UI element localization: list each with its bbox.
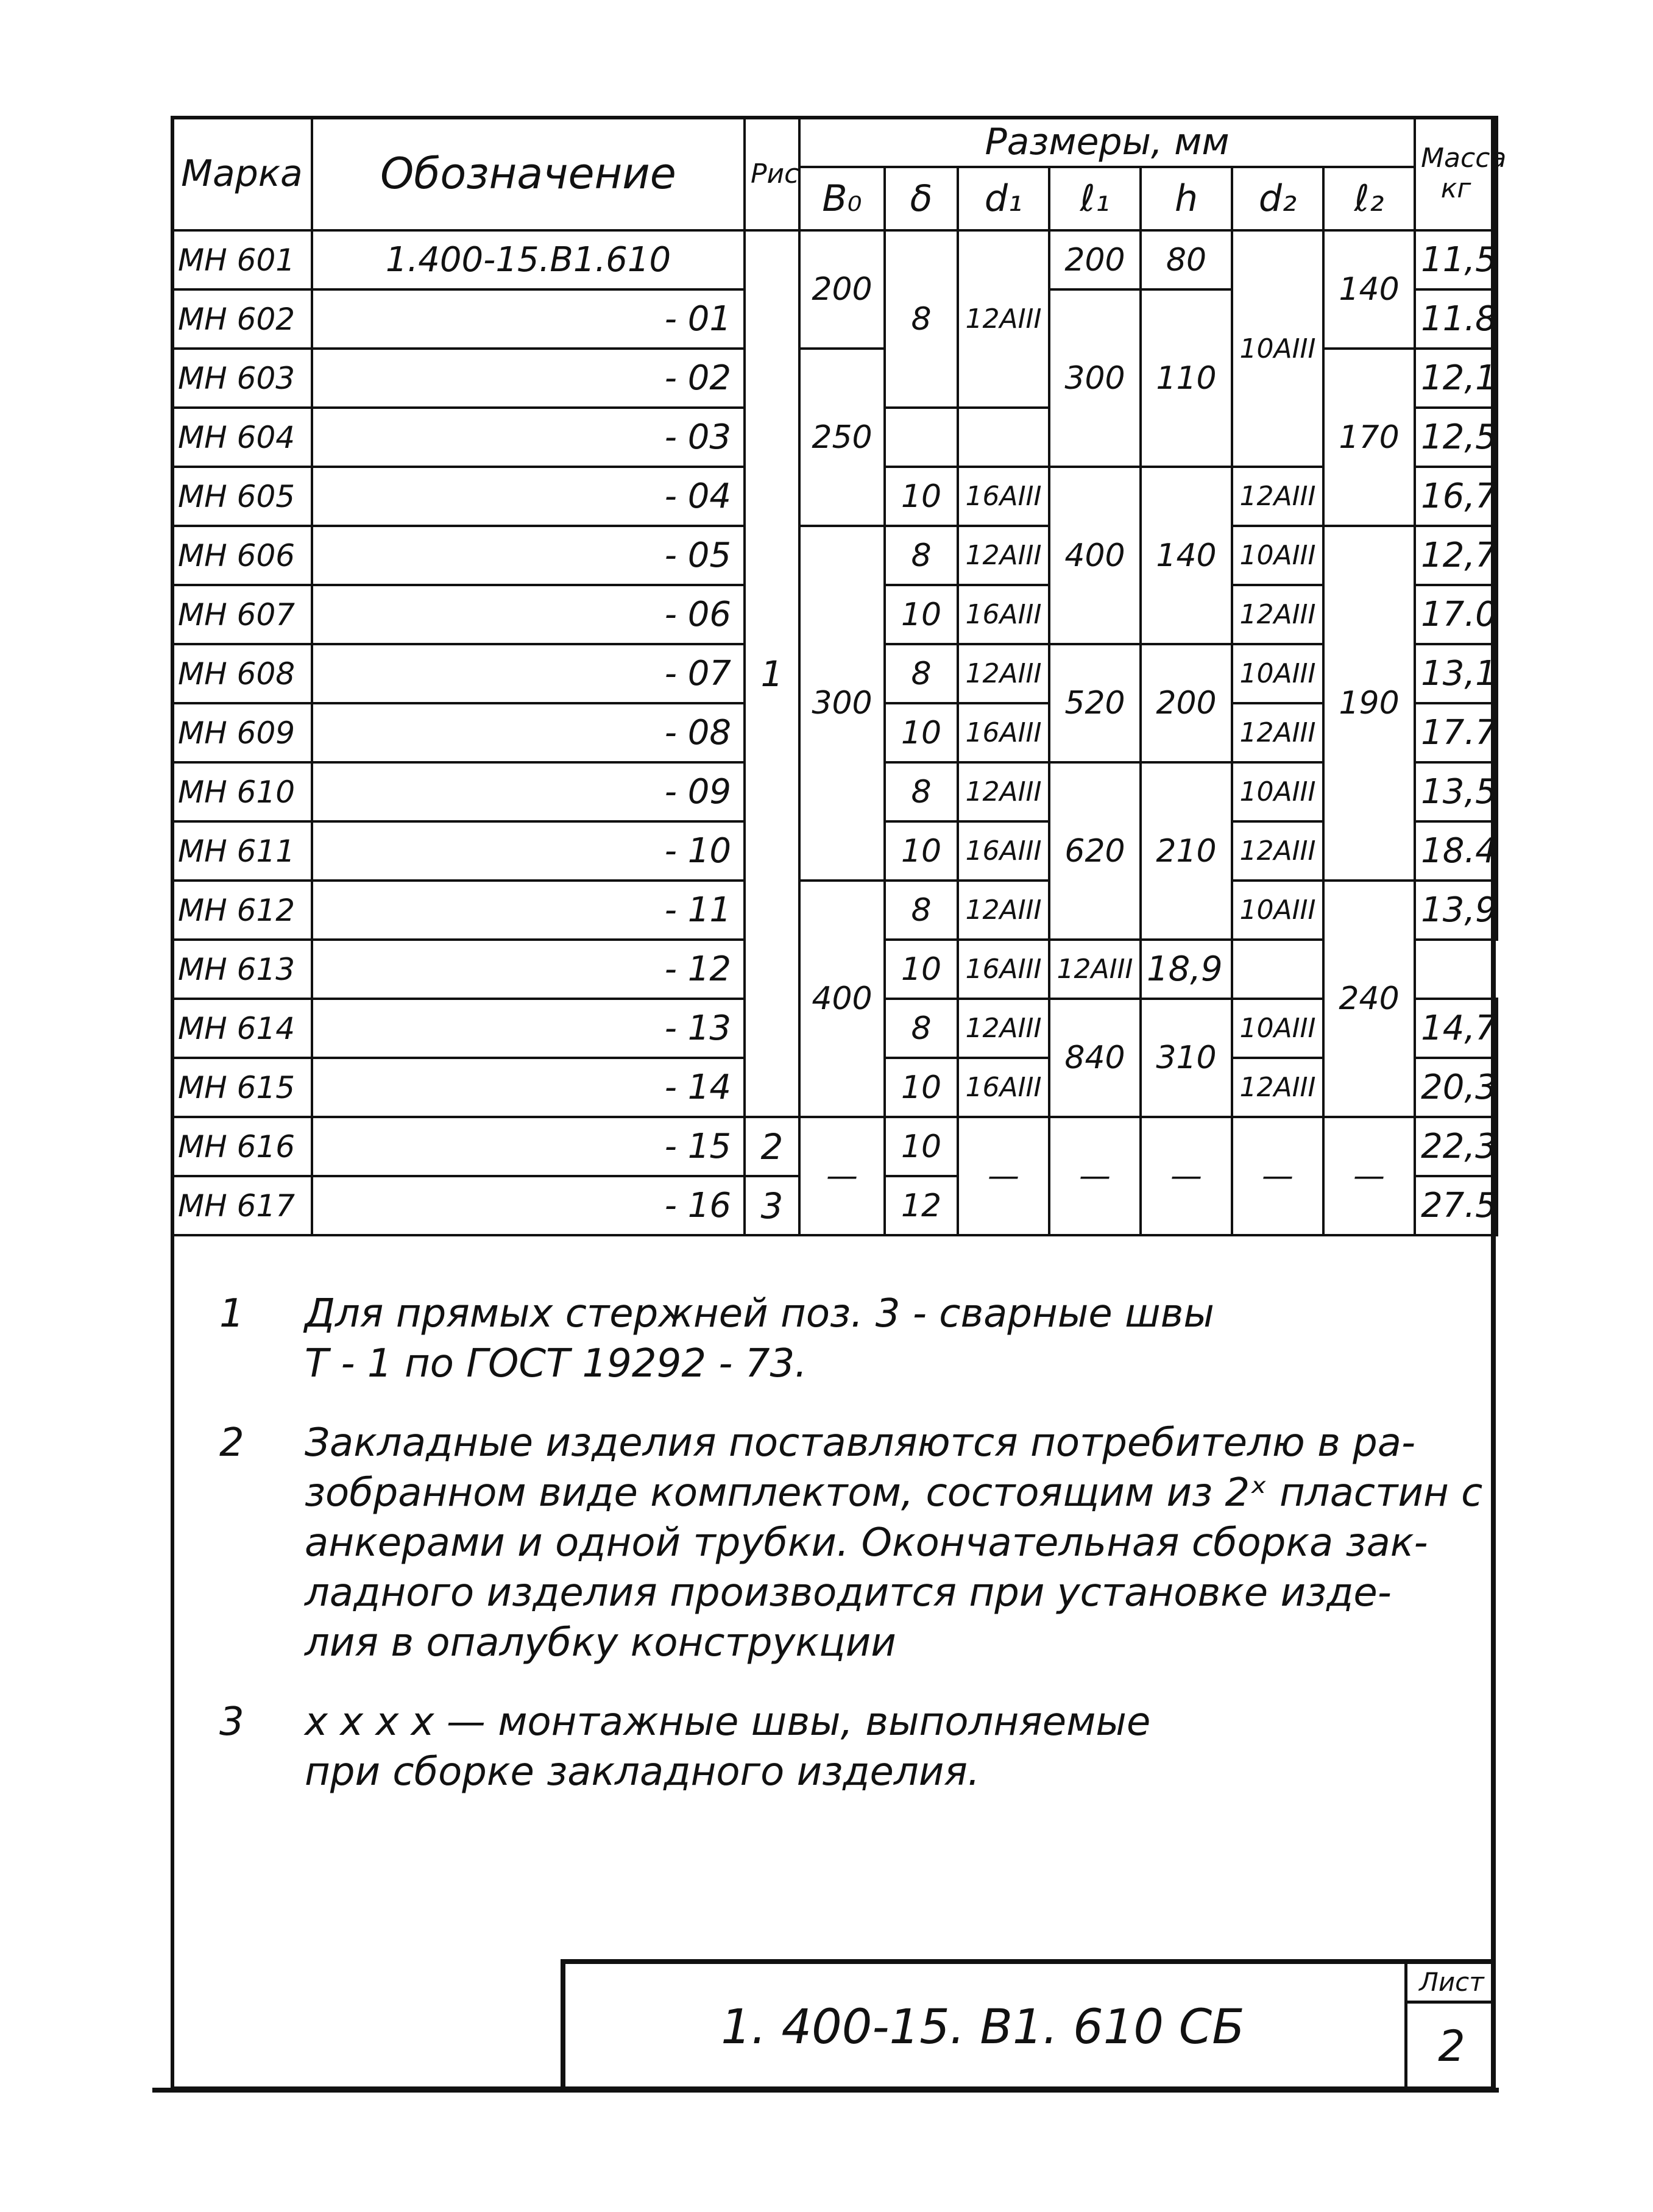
cell-mark: МН 604 bbox=[172, 408, 312, 467]
cell-mark: МН 615 bbox=[172, 1058, 312, 1117]
cell-mark: МН 601 bbox=[172, 230, 312, 289]
cell-mass: 11.8 bbox=[1415, 289, 1497, 349]
note-3 bbox=[219, 1697, 1462, 1797]
cell-designation: - 14 bbox=[312, 1058, 745, 1117]
cell-mass: 14,7 bbox=[1415, 999, 1497, 1058]
cell-mass: 16,7 bbox=[1415, 467, 1497, 526]
note-line: лия в опалубку конструкции bbox=[305, 1620, 896, 1665]
title-block bbox=[561, 1959, 1496, 2090]
cell-designation: - 08 bbox=[312, 703, 745, 762]
cell-delta: 8 bbox=[885, 762, 958, 821]
cell-l2: 170 bbox=[1323, 349, 1415, 526]
specification-table bbox=[171, 116, 1507, 1236]
cell-delta: 12 bbox=[885, 1176, 958, 1235]
cell-d1: — bbox=[958, 1117, 1049, 1235]
cell-mass: 11,5 bbox=[1415, 230, 1497, 289]
cell-h: 140 bbox=[1141, 467, 1232, 644]
cell-designation: - 13 bbox=[312, 999, 745, 1058]
cell-d1: 12АIII bbox=[958, 999, 1049, 1058]
cell-d2: 12АIII bbox=[1232, 703, 1323, 762]
cell-d2: 10АIII bbox=[1232, 230, 1323, 467]
header-l2: ℓ₂ bbox=[1323, 167, 1415, 230]
cell-mark: МН 609 bbox=[172, 703, 312, 762]
cell-mass: 18.4 bbox=[1415, 821, 1497, 881]
cell-mass: 27.5 bbox=[1415, 1176, 1497, 1235]
note-line: х х х х — монтажные швы, выполняемые bbox=[305, 1700, 1151, 1745]
cell-delta bbox=[885, 408, 958, 467]
cell-delta: 10 bbox=[885, 703, 958, 762]
cell-mass: 13,5 bbox=[1415, 762, 1497, 821]
cell-d1 bbox=[958, 408, 1049, 467]
header-figure: Рис bbox=[745, 117, 799, 230]
cell-designation: - 02 bbox=[312, 349, 745, 408]
note-2 bbox=[219, 1418, 1483, 1668]
cell-mass: 17.0 bbox=[1415, 585, 1497, 644]
cell-l1: 300 bbox=[1049, 289, 1141, 467]
cell-delta: 8 bbox=[885, 526, 958, 585]
note-line: анкерами и одной трубки. Окончательная сборка зак- bbox=[305, 1520, 1428, 1565]
cell-mark: МН 606 bbox=[172, 526, 312, 585]
cell-figure: 2 bbox=[745, 1117, 799, 1176]
cell-designation: 1.400-15.В1.610 bbox=[312, 230, 745, 289]
cell-l2: 240 bbox=[1323, 881, 1415, 1117]
cell-d1: 12АIII bbox=[958, 644, 1049, 703]
cell-d2: 12АIII bbox=[1232, 1058, 1323, 1117]
cell-designation: - 04 bbox=[312, 467, 745, 526]
cell-h: 210 bbox=[1141, 762, 1232, 940]
header-d2: d₂ bbox=[1232, 167, 1323, 230]
note-line: при сборке закладного изделия. bbox=[305, 1749, 980, 1795]
header-dimensions: Размеры, мм bbox=[799, 117, 1415, 167]
sheet-box bbox=[1404, 1964, 1496, 2090]
note-line: зобранном виде комплектом, состоящим из 2ˣ пластин с bbox=[305, 1470, 1483, 1515]
cell-h: 110 bbox=[1141, 289, 1232, 467]
cell-l2: — bbox=[1323, 1117, 1415, 1235]
note-line: Т - 1 по ГОСТ 19292 - 73. bbox=[305, 1341, 807, 1386]
cell-d2: — bbox=[1232, 1117, 1323, 1235]
cell-mass: 17.7 bbox=[1415, 703, 1497, 762]
table-row bbox=[172, 230, 1497, 289]
header-delta: δ bbox=[885, 167, 958, 230]
cell-mark: МН 611 bbox=[172, 821, 312, 881]
cell-designation: - 16 bbox=[312, 1176, 745, 1235]
cell-d2: 12АIII bbox=[1232, 467, 1323, 526]
cell-d2: 10АIII bbox=[1232, 526, 1323, 585]
cell-delta: 10 bbox=[885, 467, 958, 526]
table-row bbox=[172, 881, 1497, 940]
cell-designation: - 10 bbox=[312, 821, 745, 881]
cell-mass: 13,9 bbox=[1415, 881, 1497, 940]
cell-mass: 18,9 bbox=[1141, 940, 1232, 999]
cell-mass: 22,3 bbox=[1415, 1117, 1497, 1176]
cell-delta: 10 bbox=[885, 821, 958, 881]
cell-d2: 10АIII bbox=[1232, 881, 1323, 940]
cell-delta: 8 bbox=[885, 999, 958, 1058]
cell-d2: 12АIII bbox=[1232, 585, 1323, 644]
cell-delta: 8 bbox=[885, 881, 958, 940]
cell-d2: 12АIII bbox=[1232, 821, 1323, 881]
cell-designation: - 01 bbox=[312, 289, 745, 349]
cell-mark: МН 607 bbox=[172, 585, 312, 644]
cell-mark: МН 617 bbox=[172, 1176, 312, 1235]
cell-h: 80 bbox=[1141, 230, 1232, 289]
cell-delta: 10 bbox=[885, 1117, 958, 1176]
cell-mark: МН 605 bbox=[172, 467, 312, 526]
cell-h: 310 bbox=[1141, 999, 1232, 1117]
note-line: ладного изделия производится при установке изде- bbox=[305, 1570, 1392, 1615]
header-l1: ℓ₁ bbox=[1049, 167, 1141, 230]
cell-d1: 12АIII bbox=[958, 762, 1049, 821]
cell-d1: 16АIII bbox=[958, 467, 1049, 526]
note-number: 3 bbox=[219, 1700, 244, 1745]
cell-l1: 620 bbox=[1049, 762, 1141, 940]
header-mark: Марка bbox=[172, 117, 312, 230]
cell-delta: 8 bbox=[885, 230, 958, 408]
cell-mark: МН 603 bbox=[172, 349, 312, 408]
cell-mass: 12,1 bbox=[1415, 349, 1497, 408]
cell-mass: 12,7 bbox=[1415, 526, 1497, 585]
cell-mark: МН 608 bbox=[172, 644, 312, 703]
note-text bbox=[305, 1289, 1462, 1389]
bottom-border-line bbox=[152, 2088, 1499, 2093]
cell-designation: - 11 bbox=[312, 881, 745, 940]
note-text bbox=[305, 1697, 1462, 1797]
table-row bbox=[172, 1117, 1497, 1176]
cell-d1: 12АIII bbox=[958, 526, 1049, 585]
cell-mass: 12,5 bbox=[1415, 408, 1497, 467]
header-b0: B₀ bbox=[799, 167, 885, 230]
cell-b0: — bbox=[799, 1117, 885, 1235]
cell-designation: - 06 bbox=[312, 585, 745, 644]
cell-d1: 16АIII bbox=[958, 585, 1049, 644]
cell-mass: 20,3 bbox=[1415, 1058, 1497, 1117]
cell-mark: МН 612 bbox=[172, 881, 312, 940]
cell-mark: МН 614 bbox=[172, 999, 312, 1058]
header-mass: Масса кг bbox=[1415, 117, 1497, 230]
document-code: 1. 400-15. В1. 610 СБ bbox=[721, 1999, 1245, 2055]
cell-d1: 16АIII bbox=[958, 703, 1049, 762]
cell-designation: - 09 bbox=[312, 762, 745, 821]
cell-mark: МН 613 bbox=[172, 940, 312, 999]
note-1 bbox=[219, 1289, 1462, 1389]
cell-l1: 840 bbox=[1049, 999, 1141, 1117]
cell-b0: 400 bbox=[799, 881, 885, 1117]
cell-delta: 10 bbox=[885, 585, 958, 644]
cell-d2: 12АIII bbox=[1049, 940, 1141, 999]
header-d1: d₁ bbox=[958, 167, 1049, 230]
cell-l1: — bbox=[1049, 1117, 1141, 1235]
note-line: Закладные изделия поставляются потребителю в ра- bbox=[305, 1420, 1416, 1466]
cell-mark: МН 602 bbox=[172, 289, 312, 349]
cell-designation: - 15 bbox=[312, 1117, 745, 1176]
cell-delta: 10 bbox=[885, 1058, 958, 1117]
cell-figure: 3 bbox=[745, 1176, 799, 1235]
header-h: h bbox=[1141, 167, 1232, 230]
note-number: 1 bbox=[219, 1291, 244, 1336]
cell-designation: - 07 bbox=[312, 644, 745, 703]
cell-b0: 250 bbox=[799, 349, 885, 526]
cell-l1: 400 bbox=[1049, 467, 1141, 644]
cell-h: 200 bbox=[1141, 644, 1232, 762]
cell-b0: 200 bbox=[799, 230, 885, 349]
cell-d2: 10АIII bbox=[1232, 762, 1323, 821]
cell-mass: 13,1 bbox=[1415, 644, 1497, 703]
cell-mark: МН 610 bbox=[172, 762, 312, 821]
cell-designation: - 12 bbox=[312, 940, 745, 999]
cell-d1: 16АIII bbox=[958, 1058, 1049, 1117]
cell-designation: - 03 bbox=[312, 408, 745, 467]
cell-designation: - 05 bbox=[312, 526, 745, 585]
cell-mark: МН 616 bbox=[172, 1117, 312, 1176]
notes bbox=[219, 1289, 1483, 1826]
cell-delta: 8 bbox=[885, 644, 958, 703]
cell-b0: 300 bbox=[799, 526, 885, 881]
sheet-number: 2 bbox=[1438, 2021, 1465, 2071]
note-text bbox=[305, 1418, 1482, 1668]
cell-d1: 16АIII bbox=[958, 821, 1049, 881]
cell-l1: 520 bbox=[1049, 644, 1141, 762]
cell-l2: 140 bbox=[1323, 230, 1415, 349]
cell-figure: 1 bbox=[745, 230, 799, 1117]
cell-d2: 10АIII bbox=[1232, 644, 1323, 703]
cell-d1: 12АIII bbox=[958, 881, 1049, 940]
cell-d1: 16АIII bbox=[958, 940, 1049, 999]
note-number: 2 bbox=[219, 1420, 244, 1466]
sheet-label: Лист bbox=[1407, 1964, 1496, 2004]
note-line: Для прямых стержней поз. 3 - сварные швы bbox=[305, 1291, 1214, 1336]
cell-l1: 200 bbox=[1049, 230, 1141, 289]
header-designation: Обозначение bbox=[312, 117, 745, 230]
cell-delta: 10 bbox=[885, 940, 958, 999]
cell-d1: 12АIII bbox=[958, 230, 1049, 408]
cell-l2: 190 bbox=[1323, 526, 1415, 881]
cell-d2: 10АIII bbox=[1232, 999, 1323, 1058]
table-header-row bbox=[172, 117, 1497, 167]
table-row bbox=[172, 526, 1497, 585]
cell-h: — bbox=[1141, 1117, 1232, 1235]
